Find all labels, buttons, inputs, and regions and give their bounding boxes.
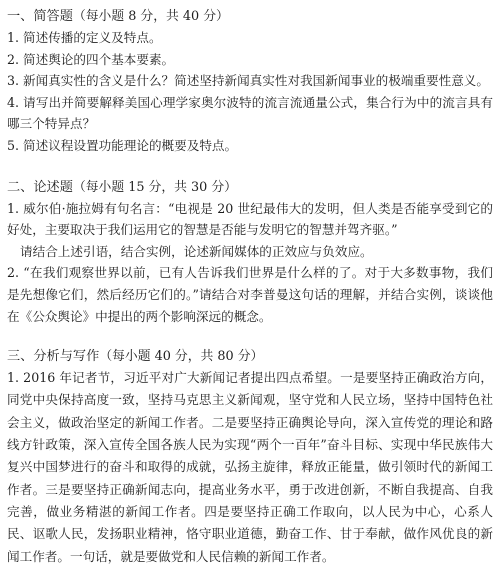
question-item: 4. 请写出并简要解释美国心理学家奥尔波特的流言流通量公式，集合行为中的流言具有哪三个特异点？ [7,94,493,132]
section-short-answer [7,6,493,157]
section-score-note: （每小题 8 分，共 40 分） [72,9,229,24]
section-essay [7,177,493,328]
question-item: 3. 新闻真实性的含义是什么？简述坚持新闻真实性对我国新闻事业的极端重要性意义。 [7,73,489,89]
section-analysis-writing [7,346,493,568]
section-title [7,177,493,198]
question-item: 1. 简述传播的定义及特点。 [7,30,162,45]
question-item: 2. 简述舆论的四个基本要素。 [7,51,175,67]
section-title-text: 一、简答题 [7,9,73,24]
question-item: 5. 简述议程设置功能理论的概要及特点。 [7,137,238,153]
section-score-note: （每小题 40 分，共 80 分） [99,349,264,365]
section-score-note: （每小题 15 分，共 30 分） [72,179,237,195]
question-item: 1. 威尔伯·施拉姆有句名言：“电视是 20 世纪最伟大的发明，但人类是否能享受到它的好处，主要取决于我们运用它的智慧是否能与发明它的智慧并驾齐驱。” [7,200,493,238]
question-item: 1. 2016 年记者节，习近平对广大新闻记者提出四点希望。一是要坚持正确政治方向，同党中央保持高度一致，坚持马克思主义新闻观，坚守党和人民立场，坚持中国特色社会主义，做政治坚定的新闻工作者。二是要坚持正确舆论导向，深入宣传党的理论和路线方针政策，深入宣传全国各族人民为实现“两个一百年”奋斗目标、实现中华民族伟大复兴中国梦进行的奋斗和取得的成就，弘扬主旋律，释放正能量，做引领时代的新闻工作者。三是要坚持正确新闻志向，提高业务水平，勇于改进创新，不断自我提高、自我完善，做业务精湛的新闻工作者。四是要坚持正确工作取向，以人民为中心，心系人民、讴歌人民，发扬职业精神，恪守职业道德，勤奋工作、甘于奉献，做作风优良的新闻工作者。一句话，就是要做党和人民信赖的新闻工作者。 [7,370,493,564]
question-item: 2. “在我们观察世界以前，已有人告诉我们世界是什么样的了。对于大多数事物，我们是先想像它们，然后经历它们的。”请结合对李普曼这句话的理解，并结合实例，谈谈他在《公众舆论》中提出的两个影响深远的概念。 [7,265,493,324]
section-title [7,346,493,367]
question-prompt: 请结合上述引语，结合实例，论述新闻媒体的正效应与负效应。 [20,243,373,259]
section-title-text: 二、论述题 [7,179,73,195]
section-title [7,6,493,27]
section-title-text: 三、分析与写作 [7,349,100,365]
